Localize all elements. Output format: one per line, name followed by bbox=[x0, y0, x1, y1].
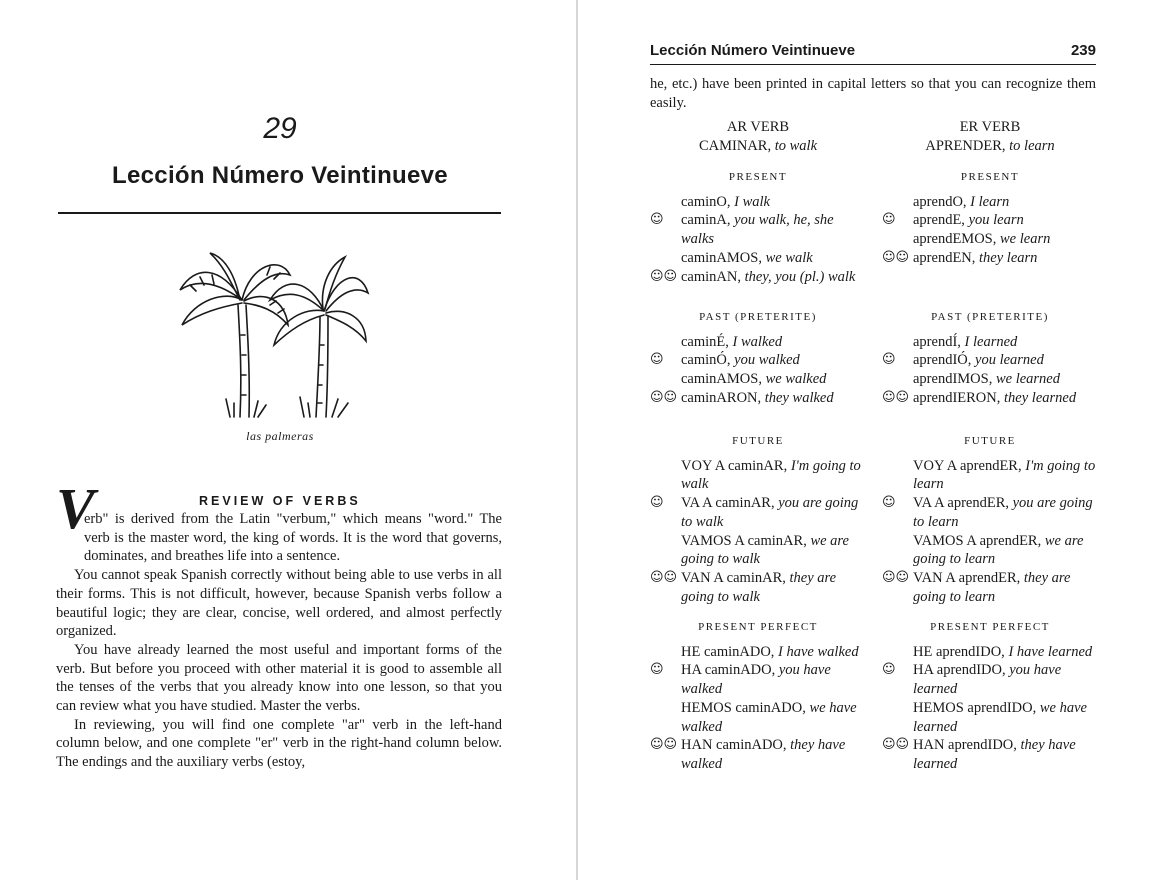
person-marker-icon: ☺ bbox=[650, 212, 664, 228]
person-marker-icon: ☺☺ bbox=[650, 268, 678, 284]
verb-form: VAMOS A caminAR, bbox=[681, 532, 811, 549]
conjugation-row bbox=[882, 351, 1098, 370]
verb-form: aprendEMOS, bbox=[913, 231, 1000, 248]
verb-gloss: I learned bbox=[964, 333, 1018, 350]
conjugation-row bbox=[882, 457, 1098, 494]
verb-form: caminAN, bbox=[681, 268, 745, 285]
verb-form: aprendÍ, bbox=[913, 333, 965, 350]
verb-form: VA A aprendER, bbox=[913, 495, 1013, 512]
verb-form: VAMOS A aprendER, bbox=[913, 532, 1045, 549]
verb-gloss: they have learned bbox=[913, 737, 1076, 772]
verb-form: HAN aprendIDO, bbox=[913, 737, 1021, 754]
conjugation-row bbox=[882, 569, 1098, 606]
verb-gloss: we have learned bbox=[913, 699, 1087, 735]
conjugation-row bbox=[650, 333, 866, 352]
tense-block bbox=[882, 618, 1098, 774]
tense-heading: PRESENT PERFECT bbox=[698, 621, 818, 633]
verb-form: aprendIERON, bbox=[913, 389, 1005, 406]
tense-block bbox=[650, 168, 866, 286]
person-marker-icon: ☺ bbox=[882, 212, 896, 228]
paragraph: You have already learned the most useful and important forms of the verb. But before you proceed with other material it is good to assemble all the tenses of the verbs that you already know into one lesson, so that you can review what you have studied. Master the verbs. bbox=[56, 641, 502, 715]
verb-gloss: they are going to walk bbox=[681, 569, 837, 605]
verb-form: VAN A caminAR, bbox=[681, 569, 790, 586]
person-marker-icon: ☺☺ bbox=[650, 737, 678, 753]
verb-gloss: I learn bbox=[970, 193, 1010, 210]
verb-gloss: we learned bbox=[995, 371, 1060, 388]
conjugation-row bbox=[882, 370, 1098, 389]
verb-form: HEMOS caminADO, bbox=[681, 699, 810, 716]
verb-form: caminA, bbox=[681, 212, 735, 229]
tense-block bbox=[650, 432, 866, 606]
left-page bbox=[0, 0, 576, 880]
person-marker-icon: ☺ bbox=[650, 495, 664, 511]
conjugation-row bbox=[882, 193, 1098, 212]
person-marker-icon: ☺ bbox=[650, 352, 664, 368]
verb-gloss: you learn bbox=[968, 212, 1024, 229]
verb-form: caminAMOS, bbox=[681, 249, 766, 266]
conjugation-row bbox=[650, 569, 866, 606]
infinitive-meaning: to walk bbox=[774, 137, 818, 154]
person-marker-icon: ☺ bbox=[882, 352, 896, 368]
paragraph: You cannot speak Spanish correctly without being able to use verbs in all their forms. This is not difficult, however, because Spanish verbs follow a beautiful logic; they are clear, concise, well ordered, and almost perfectly organized. bbox=[56, 567, 502, 640]
conjugation-row bbox=[650, 389, 866, 408]
verb-form: caminARON, bbox=[681, 389, 765, 406]
verb-form: VOY A caminAR, bbox=[681, 457, 791, 474]
chapter-number: 29 bbox=[263, 112, 297, 145]
conjugation-row bbox=[882, 389, 1098, 408]
infinitive: APRENDER, bbox=[925, 137, 1010, 154]
verb-form: HEMOS aprendIDO, bbox=[913, 699, 1040, 716]
infinitive: CAMINAR, bbox=[698, 137, 775, 154]
conjugation-row bbox=[650, 494, 866, 531]
chapter-rule bbox=[58, 212, 501, 214]
verb-gloss: we learn bbox=[1000, 231, 1051, 248]
verb-gloss: we have walked bbox=[681, 699, 857, 735]
tense-heading: FUTURE bbox=[964, 435, 1016, 447]
drop-cap: V bbox=[56, 476, 95, 541]
tense-heading: PRESENT bbox=[960, 171, 1020, 183]
verb-form: VOY A aprendER, bbox=[913, 457, 1026, 474]
tense-block bbox=[882, 432, 1098, 606]
verb-form: aprendIMOS, bbox=[913, 371, 996, 388]
body-text bbox=[56, 510, 502, 772]
verb-form: aprendO, bbox=[913, 193, 971, 210]
verb-gloss: we walked bbox=[765, 371, 827, 388]
verb-type: ER VERB bbox=[959, 119, 1021, 135]
verb-gloss: we are going to learn bbox=[913, 532, 1084, 568]
conjugation-row bbox=[650, 249, 866, 268]
verb-gloss: they are going to learn bbox=[913, 569, 1071, 605]
verb-gloss: you are going to walk bbox=[681, 495, 859, 530]
verb-gloss: they learn bbox=[979, 249, 1038, 266]
illustration-caption: las palmeras bbox=[246, 429, 314, 443]
conjugation-row bbox=[882, 230, 1098, 249]
verb-gloss: you have learned bbox=[913, 662, 1062, 698]
verb-gloss: I walked bbox=[732, 333, 783, 350]
tense-block bbox=[882, 308, 1098, 408]
person-marker-icon: ☺ bbox=[650, 662, 664, 678]
verb-form: VA A caminAR, bbox=[681, 495, 779, 512]
conjugation-row bbox=[650, 736, 866, 773]
tense-block bbox=[650, 618, 866, 774]
conjugation-row bbox=[882, 333, 1098, 352]
conjugation-row bbox=[650, 699, 866, 736]
person-marker-icon: ☺☺ bbox=[882, 737, 910, 753]
verb-form: HA aprendIDO, bbox=[913, 662, 1010, 679]
verb-gloss: we walk bbox=[765, 249, 813, 266]
verb-form: aprendIÓ, bbox=[913, 352, 976, 369]
tense-heading: PAST (PRETERITE) bbox=[699, 311, 817, 323]
conjugation-row bbox=[882, 699, 1098, 736]
paragraph: In reviewing, you will find one complete "ar" verb in the left-hand column below, and one complete "er" verb in the right-hand column below. The endings and the auxiliary verbs (estoy, bbox=[56, 716, 502, 771]
verb-gloss: you learned bbox=[975, 352, 1044, 369]
verb-gloss: they learned bbox=[1004, 389, 1077, 406]
verb-form: HE aprendIDO, bbox=[913, 643, 1009, 660]
verb-gloss: they have walked bbox=[681, 737, 846, 772]
er-verb-column bbox=[882, 118, 1098, 798]
conjugation-row bbox=[650, 457, 866, 494]
verb-infinitive bbox=[882, 137, 1098, 156]
person-marker-icon: ☺☺ bbox=[650, 569, 678, 585]
verb-form: VAN A aprendER, bbox=[913, 569, 1024, 586]
verb-gloss: they, you (pl.) walk bbox=[744, 268, 856, 285]
person-marker-icon: ☺☺ bbox=[882, 249, 910, 265]
conjugation-row bbox=[650, 532, 866, 569]
verb-gloss: I have walked bbox=[778, 643, 859, 660]
conjugation-row bbox=[650, 351, 866, 370]
person-marker-icon: ☺☺ bbox=[882, 389, 910, 405]
verb-form: caminO, bbox=[681, 193, 735, 210]
verb-form: aprendEN, bbox=[913, 249, 980, 266]
section-heading: REVIEW OF VERBS bbox=[199, 494, 361, 508]
verb-type: AR VERB bbox=[726, 119, 790, 135]
tense-heading: PRESENT PERFECT bbox=[930, 621, 1050, 633]
verb-form: caminÓ, bbox=[681, 352, 735, 369]
conjugation-row bbox=[882, 661, 1098, 698]
tense-block bbox=[882, 168, 1098, 268]
verb-gloss: you have walked bbox=[681, 662, 831, 698]
verb-gloss: you walk, he, she walks bbox=[681, 212, 834, 248]
conjugation-row bbox=[882, 532, 1098, 569]
verb-gloss: I'm going to walk bbox=[681, 457, 861, 493]
tense-block bbox=[650, 308, 866, 408]
verb-infinitive bbox=[650, 137, 866, 156]
running-head-rule bbox=[650, 64, 1096, 65]
palm-trees-illustration bbox=[170, 245, 370, 425]
intro-text: he, etc.) have been printed in capital letters so that you can recognize them easily. bbox=[650, 76, 1096, 111]
verb-form: caminÉ, bbox=[681, 333, 733, 350]
conjugation-row bbox=[650, 661, 866, 698]
conjugation-row bbox=[882, 494, 1098, 531]
verb-form: caminAMOS, bbox=[681, 371, 766, 388]
conjugation-row bbox=[882, 211, 1098, 230]
chapter-title: Lección Número Veintinueve bbox=[112, 162, 448, 189]
person-marker-icon: ☺☺ bbox=[882, 569, 910, 585]
page-number: 239 bbox=[1070, 42, 1096, 59]
verb-gloss: I'm going to learn bbox=[913, 457, 1096, 493]
conjugation-row bbox=[882, 643, 1098, 662]
verb-gloss: I have learned bbox=[1008, 643, 1093, 660]
infinitive-meaning: to learn bbox=[1009, 137, 1055, 154]
tense-heading: PRESENT bbox=[728, 171, 788, 183]
running-head-title: Lección Número Veintinueve bbox=[650, 42, 856, 59]
conjugation-row bbox=[650, 193, 866, 212]
verb-form: aprendE, bbox=[913, 212, 969, 229]
conjugation-row bbox=[882, 736, 1098, 773]
verb-gloss: I walk bbox=[734, 193, 770, 210]
verb-heading bbox=[882, 118, 1098, 155]
conjugation-row bbox=[650, 211, 866, 248]
verb-gloss: we are going to walk bbox=[681, 532, 849, 568]
verb-gloss: they walked bbox=[764, 389, 834, 406]
person-marker-icon: ☺ bbox=[882, 495, 896, 511]
conjugation-row bbox=[882, 249, 1098, 268]
person-marker-icon: ☺☺ bbox=[650, 389, 678, 405]
conjugation-row bbox=[650, 370, 866, 389]
conjugation-row bbox=[650, 268, 866, 287]
verb-heading bbox=[650, 118, 866, 155]
verb-form: HAN caminADO, bbox=[681, 737, 791, 754]
verb-gloss: you are going to learn bbox=[913, 495, 1093, 530]
running-head bbox=[650, 42, 1096, 62]
tense-heading: FUTURE bbox=[732, 435, 784, 447]
conjugation-row bbox=[650, 643, 866, 662]
verb-form: HA caminADO, bbox=[681, 662, 779, 679]
verb-gloss: you walked bbox=[734, 352, 800, 369]
paragraph: erb" is derived from the Latin "verbum," which means "word." The verb is the master word, the king of words. It is the word that governs, dominates, and breathes life into a sentence. bbox=[84, 511, 502, 565]
person-marker-icon: ☺ bbox=[882, 662, 896, 678]
ar-verb-column bbox=[650, 118, 866, 798]
verb-form: HE caminADO, bbox=[681, 643, 779, 660]
tense-heading: PAST (PRETERITE) bbox=[931, 311, 1049, 323]
